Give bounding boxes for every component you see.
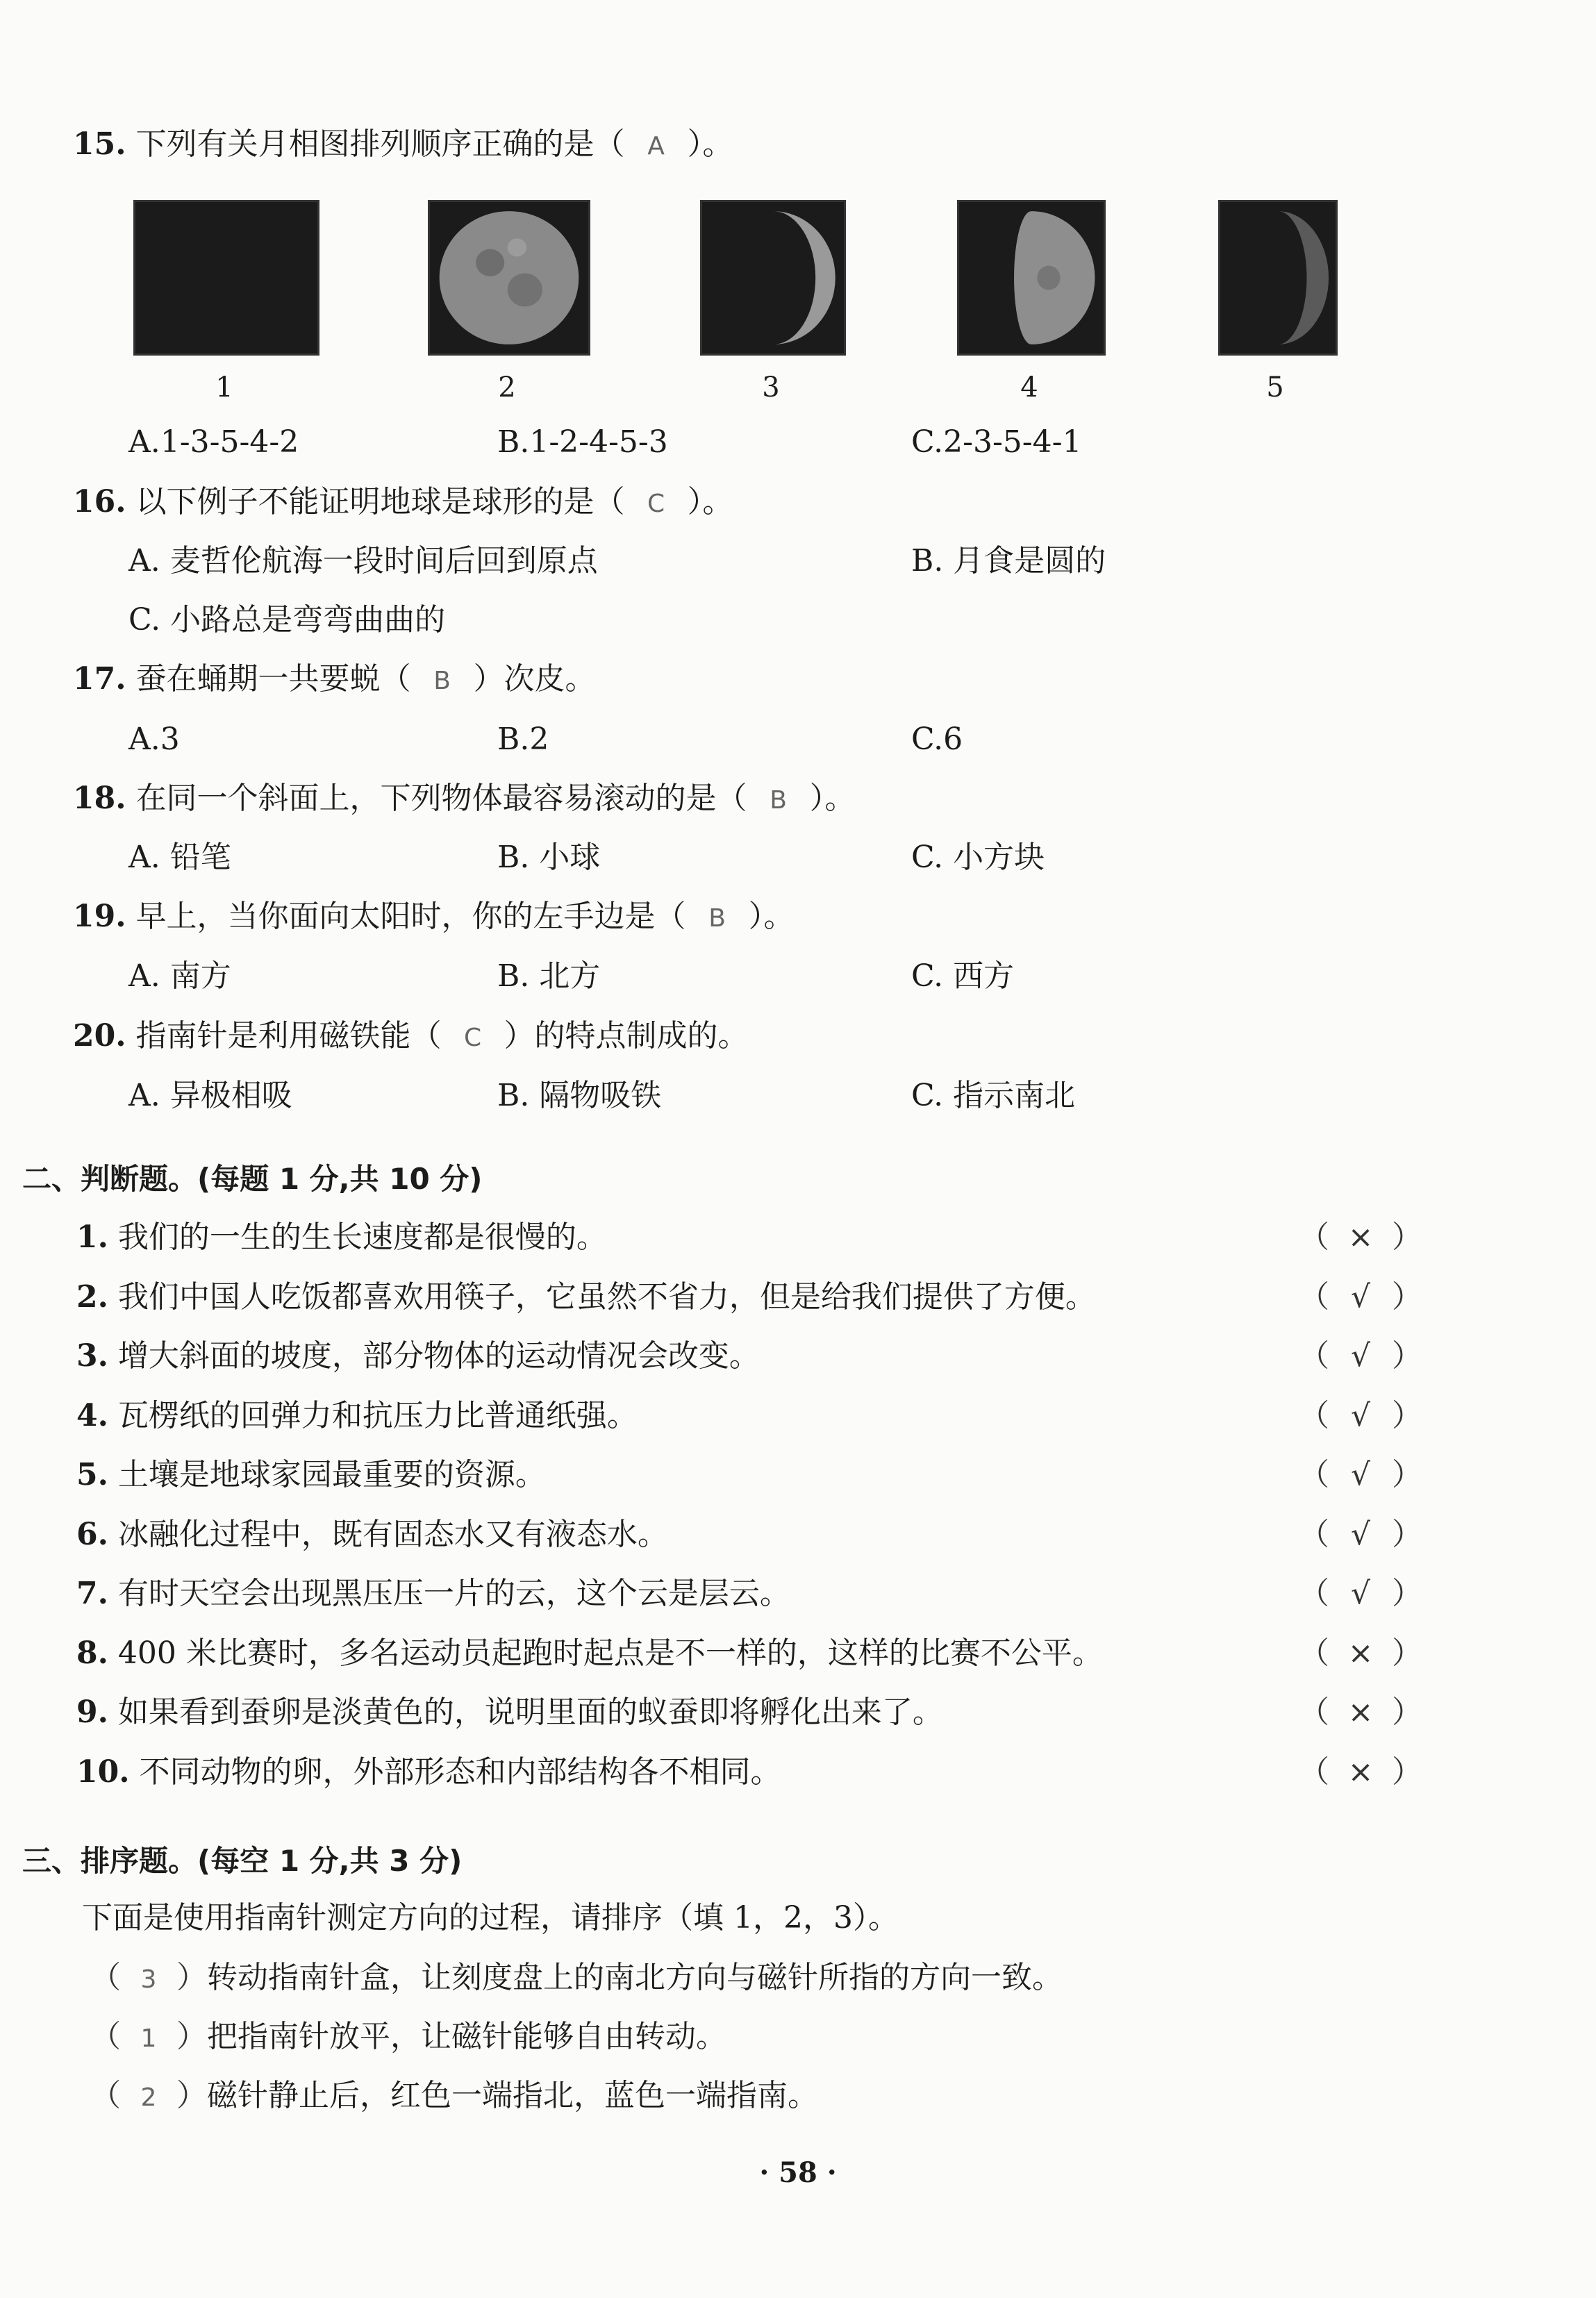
q16-option-b: B. 月食是圆的 <box>911 543 1106 578</box>
sort-answer: 1 <box>140 2024 157 2053</box>
question-text-end: ）。 <box>809 781 856 816</box>
judgment-mark: √ <box>1350 1517 1371 1552</box>
question-text-end: ）次皮。 <box>473 661 596 697</box>
question-number: 16. <box>73 484 126 519</box>
moon-label-2: 2 <box>498 372 516 403</box>
judgment-text: 土壤是地球家园最重要的资源。 <box>117 1457 546 1492</box>
q19-option-b: B. 北方 <box>497 958 601 994</box>
question-19 <box>73 896 795 940</box>
section-2-title: 二、判断题。(每题 1 分,共 10 分) <box>22 1162 483 1196</box>
question-text: 在同一个斜面上，下列物体最容易滚动的是（ <box>135 781 747 816</box>
question-text: 下列有关月相图排列顺序正确的是（ <box>135 126 625 162</box>
q17-option-a: A.3 <box>128 722 180 757</box>
question-text-end: ）的特点制成的。 <box>504 1018 749 1054</box>
page-number: · 58 · <box>759 2156 837 2189</box>
judgment-answer-box: （ √ ） <box>1299 1454 1422 1496</box>
q15-option-a: A.1-3-5-4-2 <box>128 424 299 460</box>
judgment-text: 增大斜面的坡度，部分物体的运动情况会改变。 <box>117 1338 760 1374</box>
question-text: 蚕在蛹期一共要蜕（ <box>135 661 411 697</box>
judgment-mark: × <box>1347 1219 1374 1255</box>
sort-item-2: （ 1 ）把指南针放平，让磁针能够自由转动。 <box>90 2016 726 2060</box>
question-number: 18. <box>73 781 126 816</box>
question-number: 15. <box>73 126 126 162</box>
q17-option-c: C.6 <box>911 722 963 757</box>
q20-option-c: C. 指示南北 <box>911 1078 1076 1113</box>
answer-text: B <box>770 786 787 815</box>
judgment-text: 如果看到蚕卵是淡黄色的，说明里面的蚁蚕即将孵化出来了。 <box>117 1695 943 1730</box>
judgment-mark: × <box>1347 1754 1374 1790</box>
judgment-answer-box: （ √ ） <box>1299 1335 1422 1377</box>
judgment-answer-box: （ √ ） <box>1299 1573 1422 1615</box>
judgment-item <box>76 1335 760 1377</box>
judgment-mark: √ <box>1350 1279 1371 1315</box>
moon-label-3: 3 <box>762 372 780 403</box>
judgment-item <box>76 1633 1103 1674</box>
judgment-mark: √ <box>1350 1338 1371 1374</box>
judgment-mark: √ <box>1350 1457 1371 1492</box>
judgment-number: 4. <box>76 1398 108 1433</box>
answer-text: C <box>647 490 665 518</box>
judgment-text: 不同动物的卵，外部形态和内部结构各不相同。 <box>139 1754 781 1790</box>
moon-phase-image-2 <box>428 200 590 356</box>
judgment-number: 10. <box>76 1754 130 1790</box>
judgment-text: 瓦楞纸的回弹力和抗压力比普通纸强。 <box>117 1398 638 1433</box>
judgment-answer-box: （ × ） <box>1299 1692 1422 1733</box>
answer-text: B <box>708 904 726 933</box>
q16-option-c: C. 小路总是弯弯曲曲的 <box>128 602 446 638</box>
judgment-answer-box: （ √ ） <box>1299 1514 1422 1556</box>
judgment-text: 400 米比赛时，多名运动员起跑时起点是不一样的，这样的比赛不公平。 <box>117 1635 1103 1671</box>
question-text: 以下例子不能证明地球是球形的是（ <box>135 484 625 519</box>
moon-phase-image-1 <box>133 200 319 356</box>
judgment-answer-box: （ × ） <box>1299 1751 1422 1793</box>
q20-option-b: B. 隔物吸铁 <box>497 1078 662 1113</box>
moon-label-1: 1 <box>215 372 233 403</box>
judgment-text: 我们中国人吃饭都喜欢用筷子，它虽然不省力，但是给我们提供了方便。 <box>117 1279 1096 1315</box>
judgment-mark: √ <box>1350 1398 1371 1433</box>
q20-option-a: A. 异极相吸 <box>128 1078 292 1113</box>
answer-text: B <box>433 667 451 695</box>
answer-text: A <box>647 132 665 160</box>
judgment-number: 6. <box>76 1517 108 1552</box>
judgment-mark: × <box>1347 1635 1374 1671</box>
question-text-end: ）。 <box>748 899 795 934</box>
q15-option-b: B.1-2-4-5-3 <box>497 424 668 460</box>
moon-phase-image-3 <box>700 200 846 356</box>
question-text: 早上，当你面向太阳时，你的左手边是（ <box>135 899 686 934</box>
judgment-number: 8. <box>76 1635 108 1671</box>
section-3-intro: 下面是使用指南针测定方向的过程，请排序（填 1，2，3）。 <box>82 1900 899 1935</box>
judgment-text: 我们的一生的生长速度都是很慢的。 <box>117 1219 607 1255</box>
q18-option-a: A. 铅笔 <box>128 840 231 875</box>
sort-text: 磁针静止后，红色一端指北，蓝色一端指南。 <box>207 2078 818 2113</box>
judgment-number: 2. <box>76 1279 108 1315</box>
q18-option-b: B. 小球 <box>497 840 601 875</box>
question-number: 17. <box>73 661 126 697</box>
judgment-number: 3. <box>76 1338 108 1374</box>
moon-phase-image-4 <box>957 200 1106 356</box>
moon-label-5: 5 <box>1266 372 1284 403</box>
judgment-answer-box: （ × ） <box>1299 1633 1422 1674</box>
judgment-answer-box: （ √ ） <box>1299 1395 1422 1437</box>
sort-item-3: （ 2 ）磁针静止后，红色一端指北，蓝色一端指南。 <box>90 2075 818 2119</box>
answer-text: C <box>463 1024 482 1052</box>
judgment-mark: √ <box>1350 1576 1371 1611</box>
judgment-item <box>76 1217 607 1258</box>
judgment-item <box>76 1276 1096 1318</box>
question-15 <box>73 124 733 167</box>
judgment-number: 9. <box>76 1695 108 1730</box>
q18-option-c: C. 小方块 <box>911 840 1045 875</box>
sort-text: 转动指南针盒，让刻度盘上的南北方向与磁针所指的方向一致。 <box>207 1960 1063 1995</box>
question-17 <box>73 658 596 702</box>
sort-answer: 3 <box>140 1965 157 1994</box>
sort-answer: 2 <box>140 2083 157 2112</box>
judgment-item <box>76 1573 790 1615</box>
question-16 <box>73 481 733 525</box>
q16-option-a: A. 麦哲伦航海一段时间后回到原点 <box>128 543 598 578</box>
question-20 <box>73 1015 749 1059</box>
judgment-item <box>76 1514 668 1556</box>
judgment-item <box>76 1692 943 1733</box>
q15-option-c: C.2-3-5-4-1 <box>911 424 1082 460</box>
judgment-mark: × <box>1347 1695 1374 1730</box>
judgment-item <box>76 1454 546 1496</box>
judgment-text: 冰融化过程中，既有固态水又有液态水。 <box>117 1517 668 1552</box>
moon-label-4: 4 <box>1020 372 1038 403</box>
judgment-answer-box: （ √ ） <box>1299 1276 1422 1318</box>
section-3-title: 三、排序题。(每空 1 分,共 3 分) <box>22 1844 463 1878</box>
question-number: 20. <box>73 1018 126 1054</box>
sort-item-1: （ 3 ）转动指南针盒，让刻度盘上的南北方向与磁针所指的方向一致。 <box>90 1957 1063 2001</box>
question-number: 19. <box>73 899 126 934</box>
judgment-item <box>76 1751 781 1793</box>
judgment-item <box>76 1395 638 1437</box>
sort-text: 把指南针放平，让磁针能够自由转动。 <box>207 2019 726 2054</box>
moon-phase-image-5 <box>1218 200 1338 356</box>
q19-option-a: A. 南方 <box>128 958 231 994</box>
question-text: 指南针是利用磁铁能（ <box>135 1018 442 1054</box>
q17-option-b: B.2 <box>497 722 549 757</box>
judgment-number: 7. <box>76 1576 108 1611</box>
judgment-number: 5. <box>76 1457 108 1492</box>
question-text-end: ）。 <box>687 126 733 162</box>
question-text-end: ）。 <box>687 484 733 519</box>
judgment-answer-box: （ × ） <box>1299 1217 1422 1258</box>
q19-option-c: C. 西方 <box>911 958 1015 994</box>
judgment-number: 1. <box>76 1219 108 1255</box>
question-18 <box>73 778 856 822</box>
judgment-text: 有时天空会出现黑压压一片的云，这个云是层云。 <box>117 1576 790 1611</box>
